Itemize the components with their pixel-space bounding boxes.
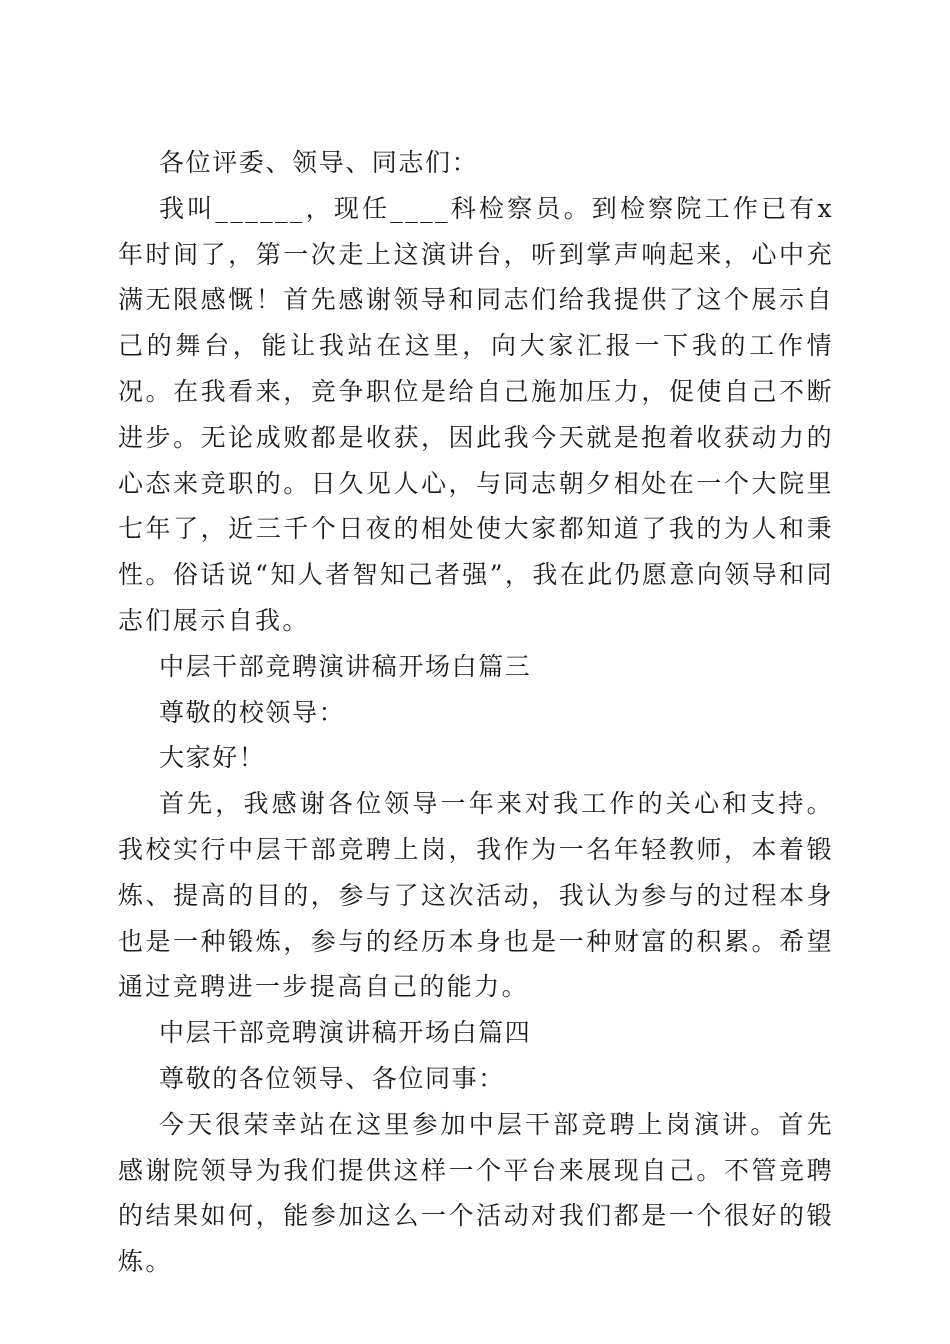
salutation: 尊敬的校领导： [159, 697, 346, 727]
section-title: 中层干部竞聘演讲稿开场白篇三 [159, 651, 532, 681]
greeting: 大家好！ [159, 743, 266, 773]
document-body [118, 140, 834, 1285]
salutation: 尊敬的各位领导、各位同事： [159, 1063, 505, 1093]
body-paragraph: 首先，我感谢各位领导一年来对我工作的关心和支持。我校实行中层干部竞聘上岗，我作为一名年轻教师，本着锻炼、提高的目的，参与了这次活动，我认为参与的过程本身也是一种锻炼，参与的经历本身也是一种财富的积累。希望通过竞聘进一步提高自己的能力。 [118, 789, 834, 1002]
body-paragraph: 我叫______，现任____科检察员。到检察院工作已有x年时间了，第一次走上这演讲台，听到掌声响起来，心中充满无限感慨！首先感谢领导和同志们给我提供了这个展示自己的舞台，能让我站在这里，向大家汇报一下我的工作情况。在我看来，竞争职位是给自己施加压力，促使自己不断进步。无论成败都是收获，因此我今天就是抱着收获动力的心态来竞职的。日久见人心，与同志朝夕相处在一个大院里七年了，近三千个日夜的相处使大家都知道了我的为人和秉性。俗话说“知人者智知己者强”，我在此仍愿意向领导和同志们展示自我。 [118, 193, 834, 635]
salutation: 各位评委、领导、同志们： [159, 148, 479, 177]
body-paragraph: 今天很荣幸站在这里参加中层干部竞聘上岗演讲。首先感谢院领导为我们提供这样一个平台来展现自己。不管竞聘的结果如何，能参加这么一个活动对我们都是一个很好的锻炼。 [118, 1109, 834, 1277]
section-title: 中层干部竞聘演讲稿开场白篇四 [159, 1018, 532, 1048]
